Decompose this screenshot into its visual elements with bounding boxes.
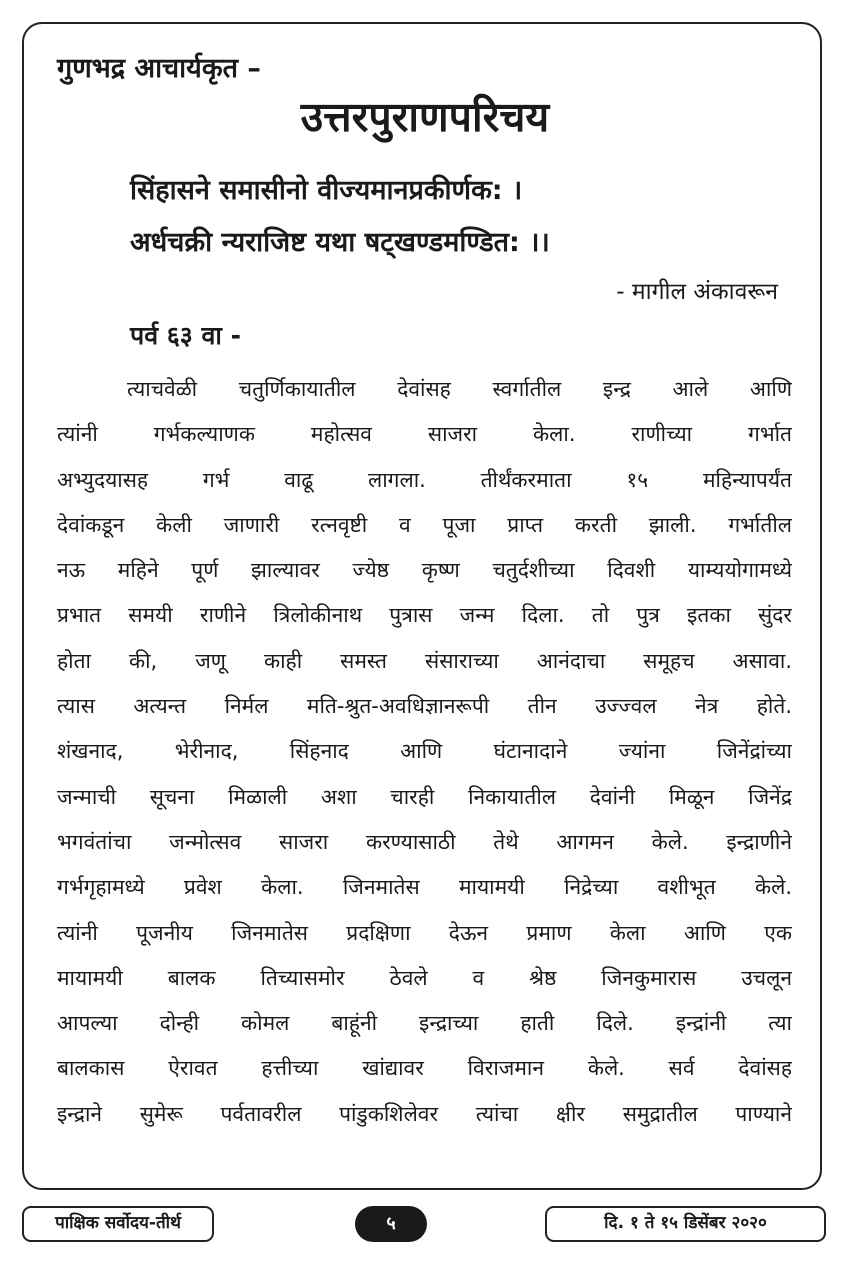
body-line: अभ्युदयासह गर्भ वाढू लागला. तीर्थंकरमाता १५ महिन्यापर्यंत <box>57 467 792 492</box>
section-heading: पर्व ६३ वा - <box>130 321 241 350</box>
body-line: गर्भगृहामध्ये प्रवेश केला. जिनमातेस मायामयी निद्रेच्या वशीभूत केले. <box>57 875 792 900</box>
page-number: ५ <box>355 1206 427 1242</box>
publication-name: पाक्षिक सर्वोदय-तीर्थ <box>22 1206 214 1242</box>
body-line: प्रभात समयी राणीने त्रिलोकीनाथ पुत्रास जन्म दिला. तो पुत्र इतका सुंदर <box>57 603 792 628</box>
body-line: मायामयी बालक तिच्यासमोर ठेवले व श्रेष्ठ जिनकुमारास उचलून <box>57 965 792 990</box>
body-line: त्यास अत्यन्त निर्मल मति-श्रुत-अवधिज्ञानरूपी तीन उज्ज्वल नेत्र होते. <box>57 694 792 719</box>
article-title: उत्तरपुराणपरिचय <box>300 93 550 141</box>
body-line: होता की, जणू काही समस्त संसाराच्या आनंदाचा समूहच असावा. <box>57 648 792 673</box>
body-line: त्यांनी पूजनीय जिनमातेस प्रदक्षिणा देऊन प्रमाण केला आणि एक <box>57 920 792 945</box>
body-line: नऊ महिने पूर्ण झाल्यावर ज्येष्ठ कृष्ण चतुर्दशीच्या दिवशी याम्ययोगामध्ये <box>57 558 792 583</box>
body-text <box>57 367 792 1137</box>
body-line: इन्द्राने सुमेरू पर्वतावरील पांडुकशिलेवर त्यांचा क्षीर समुद्रातील पाण्याने <box>57 1101 792 1126</box>
body-line: त्याचवेळी चतुर्णिकायातील देवांसह स्वर्गातील इन्द्र आले आणि <box>127 377 792 401</box>
author-line: गुणभद्र आचार्यकृत – <box>57 53 261 84</box>
verse-line-1: सिंहासने समासीनो वीज्यमानप्रकीर्णक: । <box>130 175 523 206</box>
verse-line-2: अर्धचक्री न्यराजिष्ट यथा षट्खण्डमण्डित: ।। <box>130 227 550 258</box>
body-line: शंखनाद, भेरीनाद, सिंहनाद आणि घंटानादाने ज्यांना जिनेंद्रांच्या <box>57 739 792 764</box>
body-line: त्यांनी गर्भकल्याणक महोत्सव साजरा केला. राणीच्या गर्भात <box>57 422 792 447</box>
issue-date: दि. १ ते १५ डिसेंबर २०२० <box>545 1206 826 1242</box>
continued-note: - मागील अंकावरून <box>616 279 778 305</box>
body-line: देवांकडून केली जाणारी रत्नवृष्टी व पूजा प्राप्त करती झाली. गर्भातील <box>57 512 792 537</box>
body-line: जन्माची सूचना मिळाली अशा चारही निकायातील देवांनी मिळून जिनेंद्र <box>57 784 792 809</box>
body-line: भगवंतांचा जन्मोत्सव साजरा करण्यासाठी तेथे आगमन केले. इन्द्राणीने <box>57 829 792 854</box>
body-line: बालकास ऐरावत हत्तीच्या खांद्यावर विराजमान केले. सर्व देवांसह <box>57 1056 792 1081</box>
body-line: आपल्या दोन्ही कोमल बाहूंनी इन्द्राच्या हाती दिले. इन्द्रांनी त्या <box>57 1011 792 1036</box>
